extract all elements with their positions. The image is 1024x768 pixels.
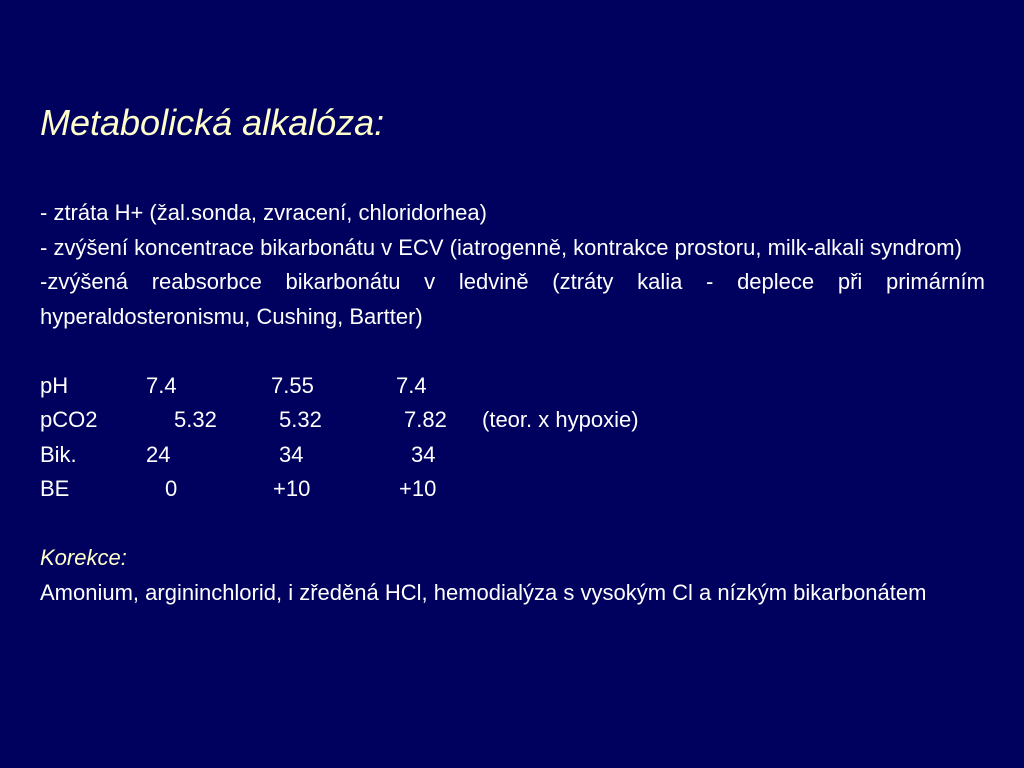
value-text: 34 (411, 441, 436, 467)
value-cell: 24 (146, 441, 171, 467)
value-cell (396, 403, 474, 438)
value-cell (271, 403, 396, 438)
table-row (40, 438, 639, 473)
value-cell (396, 438, 474, 473)
value-cell (146, 403, 271, 438)
correction-heading: Korekce: (40, 545, 127, 570)
table-row (40, 369, 639, 404)
row-label: pCO2 (40, 407, 98, 432)
row-label: Bik. (40, 441, 77, 467)
cause-item-1: - ztráta H+ (žal.sonda, zvracení, chloridorhea) (40, 200, 487, 225)
note-cell (474, 438, 639, 473)
row-label: BE (40, 476, 70, 501)
cause-item-2: - zvýšení koncentrace bikarbonátu v ECV (iatrogenně, kontrakce prostoru, milk-alkali syndrom) (40, 234, 962, 260)
note-cell (474, 472, 639, 507)
value-text: 7.4 (146, 372, 177, 398)
value-cell (271, 369, 396, 404)
note-cell (474, 403, 639, 438)
value-text: 7.55 (271, 372, 314, 398)
spacer (40, 507, 985, 542)
table-row (40, 403, 639, 438)
value-text: 34 (279, 441, 304, 467)
blood-gas-table (40, 369, 639, 507)
value-cell (146, 369, 271, 404)
cause-item-3-dash: - (40, 269, 48, 294)
value-text: 7.82 (404, 407, 447, 432)
slide-title: Metabolická alkalóza: (40, 102, 385, 143)
row-label: pH (40, 372, 69, 398)
value-cell (146, 472, 271, 507)
cause-item-3 (40, 265, 985, 334)
value-cell (271, 472, 396, 507)
value-cell (271, 438, 396, 473)
note-cell (474, 369, 639, 404)
value-text: 0 (165, 476, 178, 501)
value-text: 5.32 (174, 407, 217, 432)
value-text: 5.32 (279, 407, 322, 432)
spacer (40, 334, 985, 369)
correction-text: Amonium, argininchlorid, i zředěná HCl, hemodialýza s vysokým Cl a nízkým bikarbonátem (40, 579, 927, 605)
value-text: +10 (399, 476, 437, 501)
value-text: +10 (273, 476, 311, 501)
cause-item-3-text: zvýšená reabsorbce bikarbonátu v ledvině (ztráty kalia - deplece při primárním hyperaldosteronismu, Cushing, Bartter) (40, 269, 985, 329)
slide-body (40, 196, 985, 610)
table-row (40, 472, 639, 507)
value-cell (396, 472, 474, 507)
note-text: (teor. x hypoxie) (482, 407, 639, 432)
value-cell: 7.4 (396, 372, 427, 398)
